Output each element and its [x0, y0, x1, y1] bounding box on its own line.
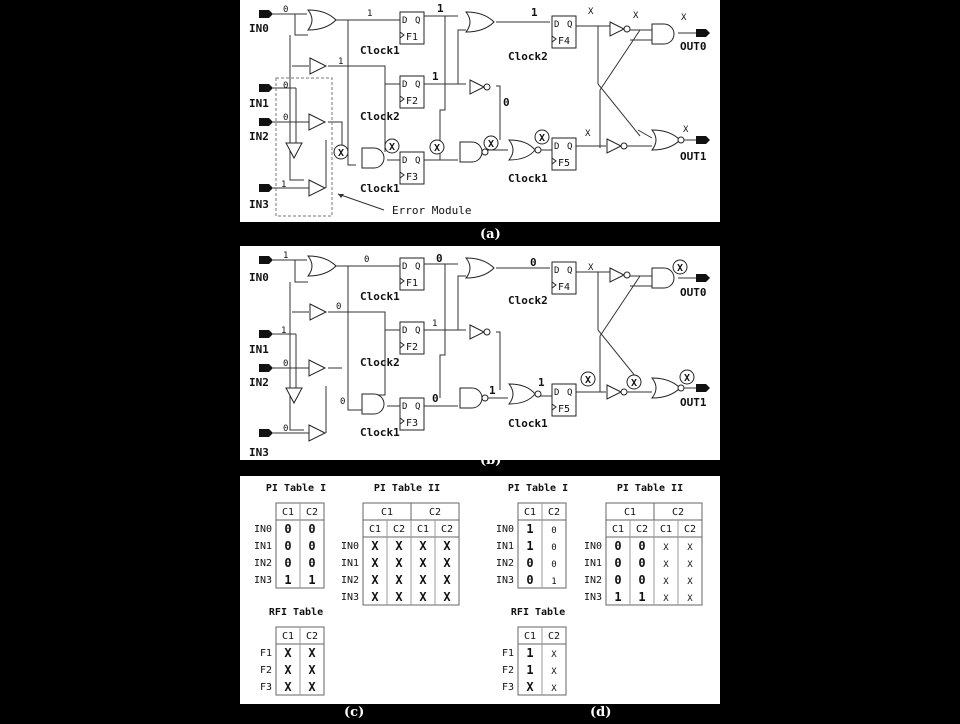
- table-row-header: IN2: [253, 558, 272, 569]
- clock-label-b-f5: Clock1: [508, 417, 548, 430]
- table-row-header: IN2: [495, 558, 514, 569]
- table-column-header: C1: [416, 524, 430, 535]
- ff-pin-d: D: [402, 262, 408, 272]
- ff-name: F2: [406, 342, 419, 353]
- and-gate-b: [362, 394, 384, 414]
- table-cell: 0: [284, 539, 292, 553]
- table-cell: 0: [308, 539, 316, 553]
- and-gate-out0-a: [652, 24, 674, 44]
- b-flipflop-f1: [400, 258, 424, 290]
- table-row-header: IN2: [340, 575, 359, 586]
- table-cell: X: [551, 650, 557, 660]
- value-f2-q-a: 1: [432, 70, 439, 83]
- ff-pin-q: Q: [415, 156, 421, 166]
- ff-pin-q: Q: [567, 388, 573, 398]
- table-cell: X: [443, 590, 451, 604]
- value-out0-a: X: [681, 13, 687, 23]
- svg-text:X: X: [388, 142, 396, 153]
- table-cell: 0: [638, 573, 646, 587]
- ff-name: F1: [406, 32, 419, 43]
- table-cell: X: [284, 680, 292, 694]
- value-inv-f2-a: 0: [503, 96, 510, 109]
- ff-pin-d: D: [554, 388, 560, 398]
- ff-name: F2: [406, 96, 419, 107]
- ff-pin-q: Q: [567, 266, 573, 276]
- table-cell: 0: [638, 556, 646, 570]
- table-cell: 1: [638, 590, 646, 604]
- table-cell: 0: [551, 543, 557, 553]
- table-cell: 0: [551, 560, 557, 570]
- svg-text:X: X: [630, 378, 638, 389]
- value-inv-mid-b: 0: [336, 302, 342, 312]
- label-out0-a: OUT0: [680, 40, 707, 53]
- table-cell: 1: [308, 573, 316, 587]
- ff-pin-d: D: [402, 402, 408, 412]
- table-cell: X: [308, 663, 316, 677]
- table-row-header: IN1: [253, 541, 272, 552]
- value-or-a: 1: [367, 9, 373, 19]
- table-group-header: C1: [380, 507, 394, 518]
- table-column-header: C2: [440, 524, 454, 535]
- table-column-header: C2: [635, 524, 649, 535]
- ff-pin-d: D: [402, 326, 408, 336]
- value-f4-q-a: X: [588, 7, 594, 17]
- table-group-header: C1: [623, 507, 637, 518]
- clock-label-a-f4: Clock2: [508, 50, 548, 63]
- label-in2-a: IN2: [249, 130, 269, 143]
- label-in0-b: IN0: [249, 271, 269, 284]
- table-cell: X: [419, 539, 427, 553]
- table-cell: X: [419, 590, 427, 604]
- table-title: PI Table I: [265, 483, 327, 494]
- table-cell: 0: [638, 539, 646, 553]
- clock-label-a-f1: Clock1: [360, 44, 400, 57]
- table-cell: X: [395, 573, 403, 587]
- ff-name: F3: [406, 418, 419, 429]
- clock-label-b-f3: Clock1: [360, 426, 400, 439]
- table-title: RFI Table: [268, 607, 324, 618]
- table-cell: X: [663, 594, 669, 604]
- ff-pin-d: D: [554, 20, 560, 30]
- table-row-header: IN0: [495, 524, 514, 535]
- value-in3-b: 0: [283, 424, 289, 434]
- table-cell: 1: [526, 663, 534, 677]
- table-cell: X: [526, 680, 534, 694]
- caption-c: (c): [344, 705, 365, 719]
- label-in0-a: IN0: [249, 22, 269, 35]
- ff-name: F4: [558, 282, 571, 293]
- table-cell: X: [371, 556, 379, 570]
- value-in3-a: 1: [281, 180, 287, 190]
- table-cell: X: [395, 556, 403, 570]
- table-cell: X: [395, 539, 403, 553]
- a-flipflop-f3: [400, 152, 424, 184]
- table-cell: 0: [308, 522, 316, 536]
- and-gate-a: [362, 148, 384, 168]
- a-flipflop-f5: [552, 138, 576, 170]
- table-cell: 1: [526, 646, 534, 660]
- table-title: RFI Table: [510, 607, 566, 618]
- value-in2-b: 0: [283, 359, 289, 369]
- ff-pin-q: Q: [567, 20, 573, 30]
- table-column-header: C1: [368, 524, 382, 535]
- b-x-marker: [581, 372, 595, 386]
- ff-pin-q: Q: [567, 142, 573, 152]
- circuit-a: [240, 0, 720, 242]
- table-cell: X: [371, 539, 379, 553]
- table-row-header: IN3: [340, 592, 359, 603]
- a-x-marker: [430, 140, 444, 154]
- svg-text:X: X: [433, 143, 441, 154]
- caption-a: (a): [480, 227, 501, 242]
- label-out1-b: OUT1: [680, 396, 707, 409]
- table-column-header: C1: [523, 507, 537, 518]
- a-flipflop-f1: [400, 12, 424, 44]
- table-row-header: IN3: [495, 575, 514, 586]
- ff-pin-d: D: [402, 156, 408, 166]
- value-f1-q-a: 1: [437, 2, 444, 15]
- value-f4-q-b: X: [588, 263, 594, 273]
- table-cell: X: [687, 577, 693, 587]
- table-cell: 0: [526, 556, 534, 570]
- table-cell: X: [371, 590, 379, 604]
- ff-pin-d: D: [554, 266, 560, 276]
- a-x-marker: [385, 139, 399, 153]
- table-column-header: C2: [683, 524, 697, 535]
- table-row-header: F3: [501, 682, 514, 693]
- table-column-header: C2: [547, 507, 561, 518]
- table-row-header: F1: [259, 648, 272, 659]
- table-cell: X: [308, 680, 316, 694]
- a-x-marker: [334, 145, 348, 159]
- table-row-header: F2: [501, 665, 514, 676]
- table-cell: X: [371, 573, 379, 587]
- ff-name: F3: [406, 172, 419, 183]
- value-nor2-b: 1: [538, 376, 545, 389]
- clock-label-b-f1: Clock1: [360, 290, 400, 303]
- b-x-marker: [673, 260, 687, 274]
- table-row-header: F3: [259, 682, 272, 693]
- svg-text:X: X: [538, 133, 546, 144]
- table-cell: 0: [308, 556, 316, 570]
- ff-pin-q: Q: [415, 326, 421, 336]
- clock-label-a-f2: Clock2: [360, 110, 400, 123]
- ff-pin-d: D: [402, 16, 408, 26]
- ff-name: F5: [558, 158, 571, 169]
- b-x-marker: [680, 370, 694, 384]
- table-column-header: C1: [523, 631, 537, 642]
- table-column-header: C1: [611, 524, 625, 535]
- b-x-marker: [627, 375, 641, 389]
- table-cell: 0: [614, 573, 622, 587]
- b-flipflop-f3: [400, 398, 424, 430]
- table-cell: 0: [284, 556, 292, 570]
- a-x-marker: [535, 130, 549, 144]
- value-nor-a: 1: [531, 6, 538, 19]
- value-in1-a: 0: [283, 81, 289, 91]
- b-flipflop-f4: [552, 262, 576, 294]
- bubble-out1-a: [678, 137, 684, 143]
- table-row-header: IN0: [340, 541, 359, 552]
- table-group-header: C2: [671, 507, 685, 518]
- label-in1-b: IN1: [249, 343, 269, 356]
- error-module-label: Error Module: [392, 204, 472, 217]
- ff-name: F1: [406, 278, 419, 289]
- value-in2-a: 0: [283, 113, 289, 123]
- table-row-header: IN0: [583, 541, 602, 552]
- b-flipflop-f2: [400, 322, 424, 354]
- label-in3-b: IN3: [249, 446, 269, 459]
- table-cell: X: [687, 543, 693, 553]
- table-cell: 1: [551, 577, 557, 587]
- value-inv-f4-a: X: [633, 11, 639, 21]
- table-row-header: F1: [501, 648, 514, 659]
- ff-pin-d: D: [402, 80, 408, 90]
- table-cell: X: [284, 663, 292, 677]
- table-cell: X: [395, 590, 403, 604]
- svg-text:X: X: [584, 375, 592, 386]
- ff-pin-q: Q: [415, 16, 421, 26]
- value-in0-b: 1: [283, 251, 289, 261]
- a-flipflop-f2: [400, 76, 424, 108]
- ff-pin-d: D: [554, 142, 560, 152]
- table-cell: X: [687, 594, 693, 604]
- table-cell: X: [687, 560, 693, 570]
- clock-label-a-f3: Clock1: [360, 182, 400, 195]
- svg-text:X: X: [487, 139, 495, 150]
- table-cell: X: [443, 573, 451, 587]
- table-cell: 1: [614, 590, 622, 604]
- table-cell: X: [443, 556, 451, 570]
- clock-label-a-f5: Clock1: [508, 172, 548, 185]
- ff-pin-q: Q: [415, 262, 421, 272]
- value-or-b: 0: [364, 255, 370, 265]
- label-in1-a: IN1: [249, 97, 269, 110]
- table-row-header: IN2: [583, 575, 602, 586]
- value-f5-q-a: X: [585, 129, 591, 139]
- table-cell: 0: [526, 573, 534, 587]
- table-column-header: C1: [659, 524, 673, 535]
- clock-label-b-f2: Clock2: [360, 356, 400, 369]
- value-out1-a: X: [683, 125, 689, 135]
- value-f1-q-b: 0: [436, 252, 443, 265]
- table-cell: 0: [614, 556, 622, 570]
- table-column-header: C1: [281, 507, 295, 518]
- table-cell: X: [663, 560, 669, 570]
- a-x-marker: [484, 136, 498, 150]
- table-cell: 0: [284, 522, 292, 536]
- table-row-header: IN3: [253, 575, 272, 586]
- value-f2-q-b: 1: [432, 319, 438, 329]
- table-cell: 0: [614, 539, 622, 553]
- table-title: PI Table II: [616, 483, 684, 494]
- and-gate-out0-b: [652, 268, 674, 288]
- bubble-out1-b: [678, 385, 684, 391]
- svg-text:X: X: [683, 373, 691, 384]
- table-row-header: IN0: [253, 524, 272, 535]
- table-column-header: C2: [305, 631, 319, 642]
- value-nor-b: 0: [530, 256, 537, 269]
- table-column-header: C2: [305, 507, 319, 518]
- a-flipflop-f4: [552, 16, 576, 48]
- table-row-header: IN1: [340, 558, 359, 569]
- value-in1-b: 1: [281, 326, 287, 336]
- value-inv-mid-a: 1: [338, 57, 344, 67]
- table-row-header: F2: [259, 665, 272, 676]
- svg-text:X: X: [337, 148, 345, 159]
- table-cell: X: [419, 573, 427, 587]
- table-cell: X: [419, 556, 427, 570]
- ff-name: F4: [558, 36, 571, 47]
- table-cell: X: [551, 667, 557, 677]
- value-nand-b: 1: [489, 384, 496, 397]
- table-cell: 1: [526, 539, 534, 553]
- caption-d: (d): [590, 705, 612, 719]
- table-title: PI Table II: [373, 483, 441, 494]
- b-flipflop-f5: [552, 384, 576, 416]
- table-cell: X: [443, 539, 451, 553]
- clock-label-b-f4: Clock2: [508, 294, 548, 307]
- ff-name: F5: [558, 404, 571, 415]
- value-in0-a: 0: [283, 5, 289, 15]
- table-column-header: C2: [392, 524, 406, 535]
- caption-b: (b): [480, 453, 502, 468]
- table-group-header: C2: [428, 507, 442, 518]
- table-cell: X: [284, 646, 292, 660]
- label-in3-a: IN3: [249, 198, 269, 211]
- table-title: PI Table I: [507, 483, 569, 494]
- circuit-b: [240, 246, 720, 468]
- label-in2-b: IN2: [249, 376, 269, 389]
- label-out1-a: OUT1: [680, 150, 707, 163]
- table-cell: 1: [284, 573, 292, 587]
- table-row-header: IN1: [583, 558, 602, 569]
- value-and-b: 0: [340, 397, 346, 407]
- table-column-header: C1: [281, 631, 295, 642]
- label-out0-b: OUT0: [680, 286, 707, 299]
- table-cell: 0: [551, 526, 557, 536]
- table-column-header: C2: [547, 631, 561, 642]
- value-f3-q-b: 0: [432, 392, 439, 405]
- table-cell: X: [308, 646, 316, 660]
- table-row-header: IN3: [583, 592, 602, 603]
- table-cell: X: [663, 577, 669, 587]
- table-cell: 1: [526, 522, 534, 536]
- ff-pin-q: Q: [415, 402, 421, 412]
- table-cell: X: [551, 684, 557, 694]
- table-row-header: IN1: [495, 541, 514, 552]
- table-cell: X: [663, 543, 669, 553]
- ff-pin-q: Q: [415, 80, 421, 90]
- svg-text:X: X: [676, 263, 684, 274]
